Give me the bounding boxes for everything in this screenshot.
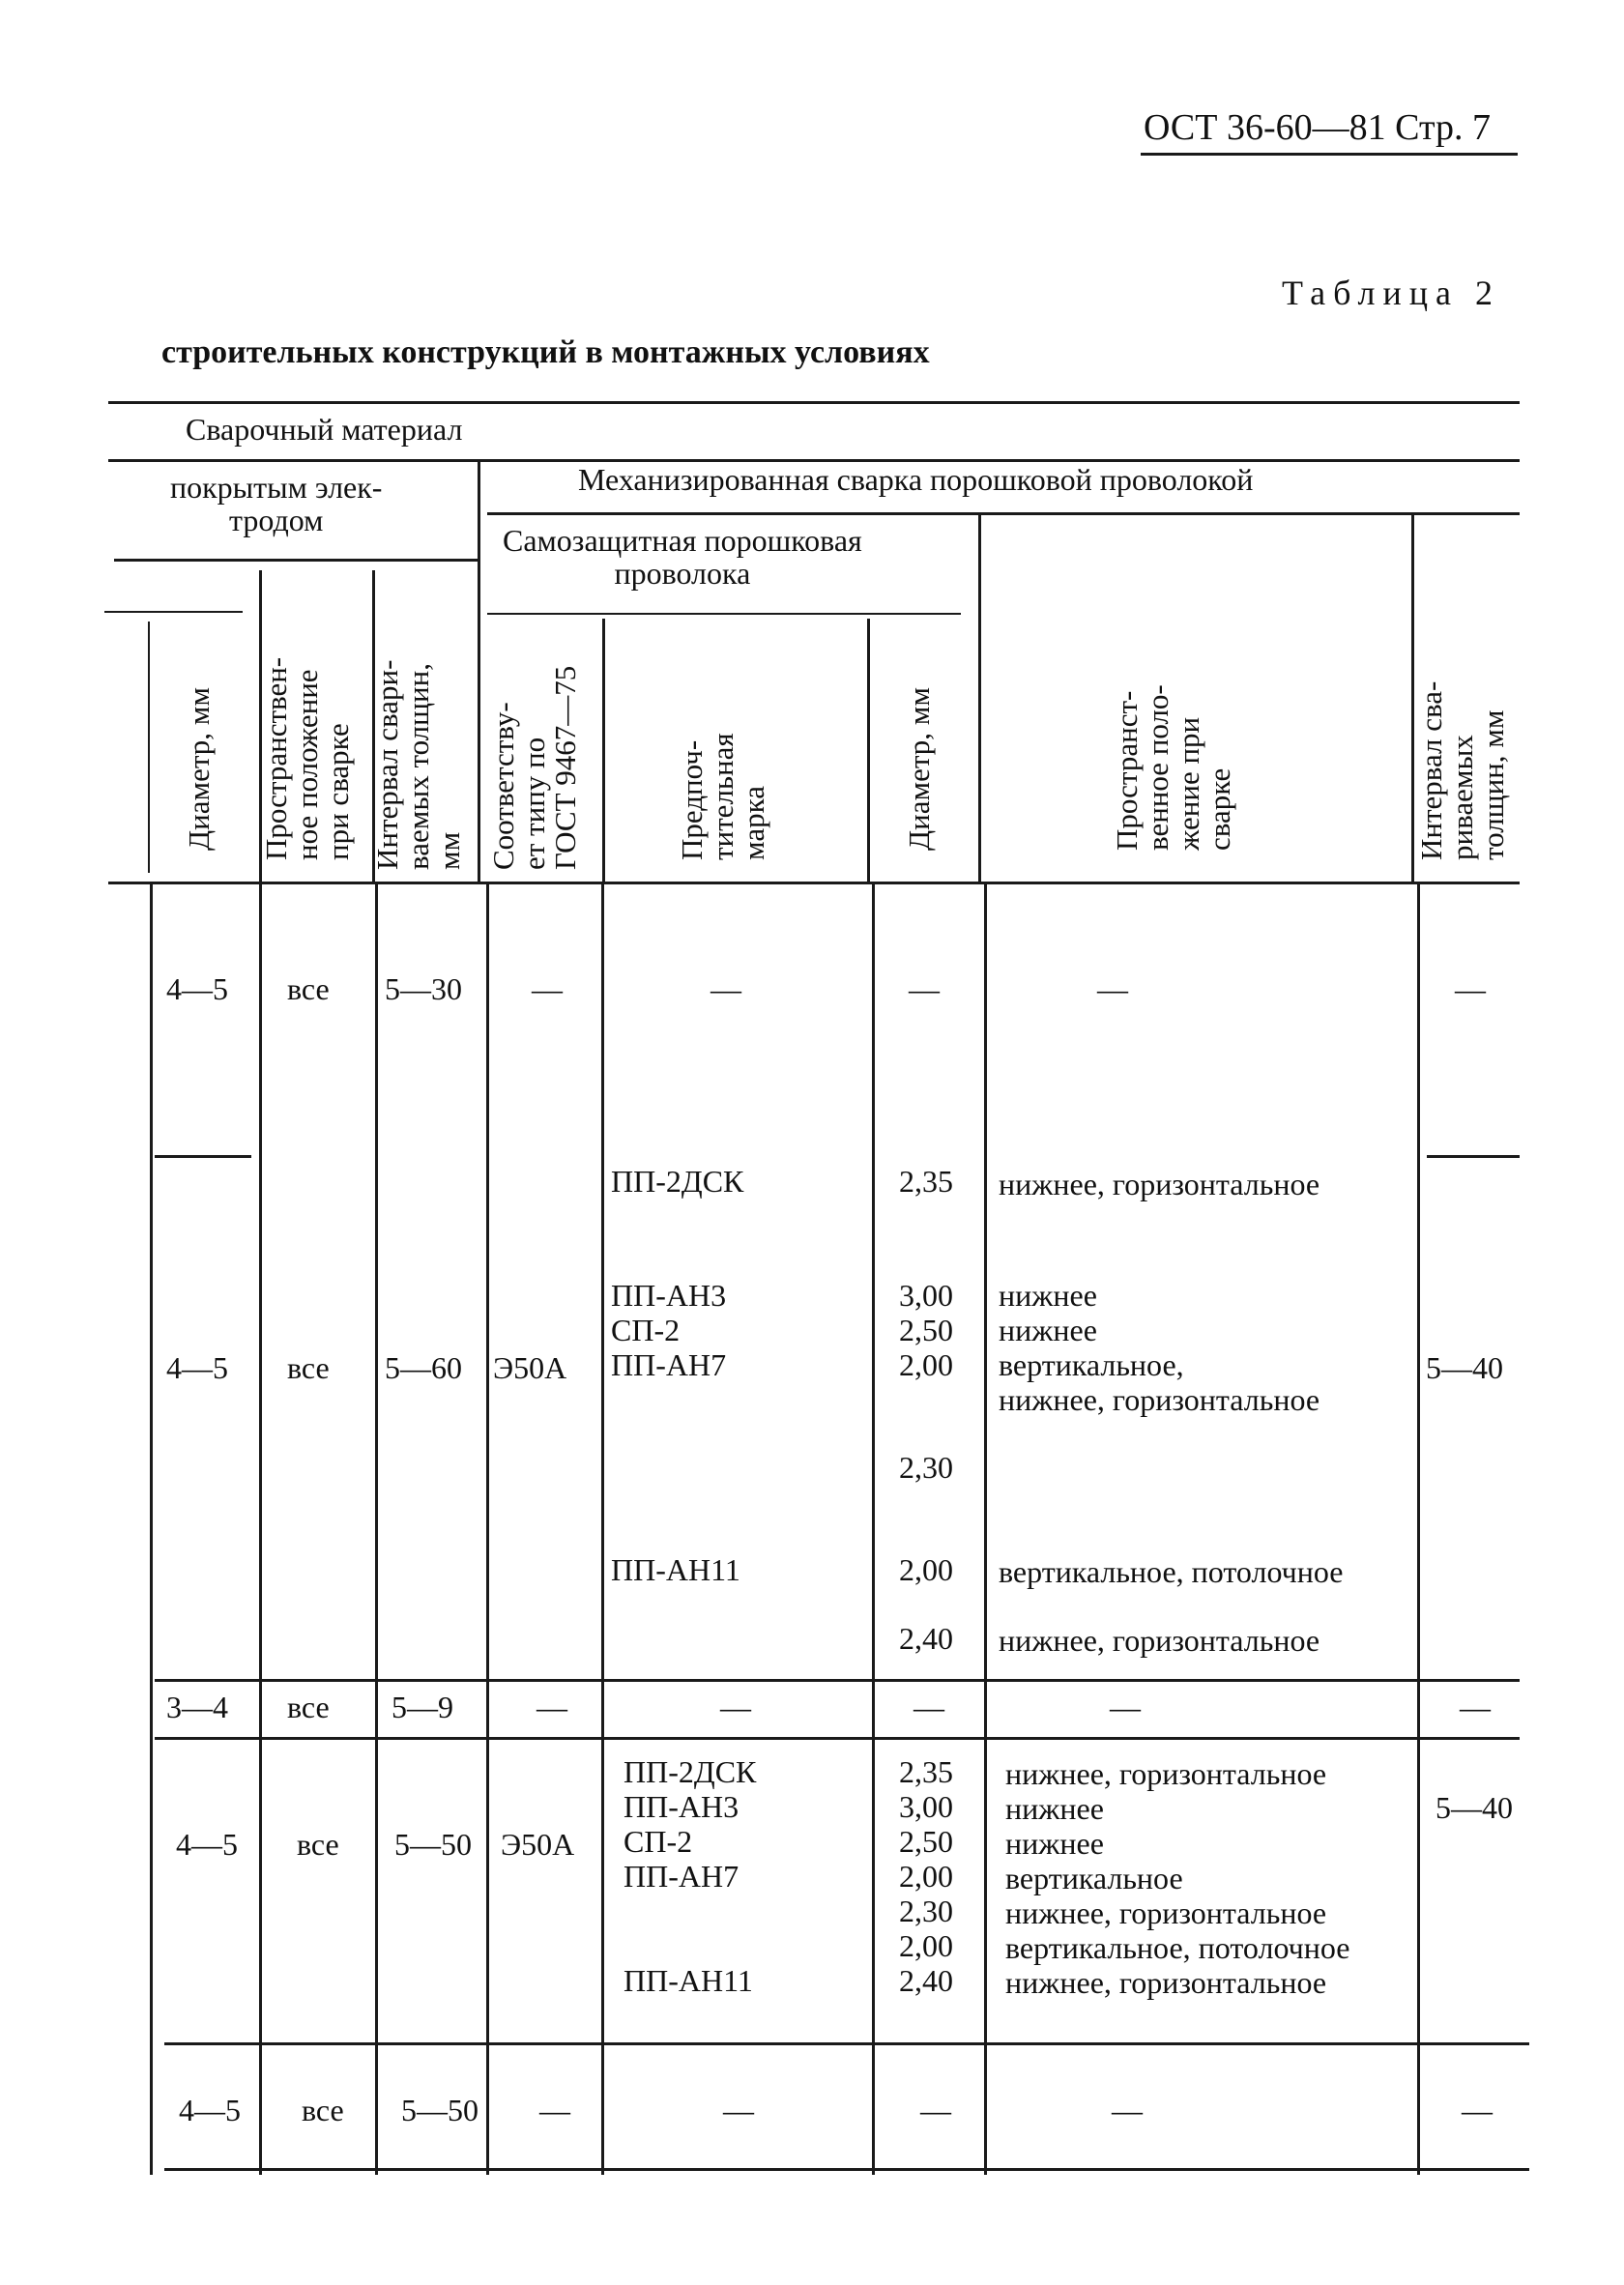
cell-diameter: 4—5 — [166, 1350, 228, 1385]
cell-wire-thickness: — — [1455, 971, 1486, 1006]
cell-wire-position: — — [1110, 1690, 1141, 1724]
cell-wire-diameter: — — [920, 2093, 951, 2127]
cell-wire-position: нижнее, горизонтальное — [999, 1167, 1320, 1201]
col-header-thickness-electrode: Интервал свари- ваемых толщин, мм — [370, 659, 466, 870]
cell-gost: — — [536, 1690, 567, 1724]
cell-thickness: 5—30 — [385, 971, 462, 1006]
header-rule — [1141, 153, 1518, 156]
cell-wire-position: нижнее нижнее вертикальное, нижнее, горизонтальное — [999, 1278, 1320, 1417]
cell-diameter: 4—5 — [179, 2093, 241, 2127]
header-covered-electrode: покрытым элек- тродом — [170, 470, 383, 537]
cell-position: все — [297, 1827, 339, 1862]
cell-position: все — [287, 1690, 330, 1724]
cell-wire-diameter: — — [914, 1690, 944, 1724]
cell-wire-thickness: — — [1460, 1690, 1491, 1724]
cell-diameter: 3—4 — [166, 1690, 228, 1724]
cell-position: все — [287, 1350, 330, 1385]
cell-wire-position: — — [1112, 2093, 1143, 2127]
cell-thickness: 5—50 — [401, 2093, 478, 2127]
header-self-shielded-wire: Самозащитная порошковая проволока — [503, 523, 862, 591]
cell-wire-position: — — [1097, 971, 1128, 1006]
cell-wire-thickness: 5—40 — [1426, 1350, 1503, 1385]
cell-position: все — [287, 971, 330, 1006]
cell-brand: — — [720, 1690, 751, 1724]
table-caption: строительных конструкций в монтажных условиях — [161, 334, 930, 370]
cell-wire-diameter: 2,40 — [899, 1621, 953, 1656]
header-mechanized-welding: Механизированная сварка порошковой проволокой — [578, 462, 1254, 497]
cell-wire-diameter: 2,30 — [899, 1450, 953, 1485]
cell-wire-thickness: 5—40 — [1436, 1790, 1513, 1825]
cell-thickness: 5—9 — [392, 1690, 453, 1724]
cell-wire-position: нижнее, горизонтальное нижнее нижнее вертикальное нижнее, горизонтальное вертикальное, потолочное нижнее, горизонтальное — [1005, 1756, 1350, 2000]
cell-brand: — — [723, 2093, 754, 2127]
cell-wire-position: нижнее, горизонтальное — [999, 1623, 1320, 1658]
col-header-preferred-brand: Предпоч- тительная марка — [675, 733, 770, 860]
cell-gost: — — [539, 2093, 570, 2127]
cell-wire-position: вертикальное, потолочное — [999, 1554, 1344, 1589]
col-header-gost-type: Соответству- ет типу по ГОСТ 9467—75 — [486, 665, 582, 870]
table-number: Таблица 2 — [1282, 274, 1500, 312]
cell-wire-diameter: 2,00 — [899, 1552, 953, 1587]
cell-wire-diameter: — — [909, 971, 940, 1006]
header-welding-material: Сварочный материал — [186, 412, 463, 447]
col-header-diameter-wire: Диаметр, мм — [902, 686, 936, 851]
cell-wire-diameter: 3,00 2,50 2,00 — [899, 1278, 953, 1382]
col-header-position-electrode: Пространствен- ное положение при сварке — [259, 656, 355, 860]
cell-position: все — [302, 2093, 344, 2127]
cell-gost: Э50А — [501, 1827, 575, 1862]
cell-diameter: 4—5 — [176, 1827, 238, 1862]
cell-brand: — — [710, 971, 741, 1006]
cell-brand: ПП-2ДСК ПП-АН3 СП-2 ПП-АН7 ПП-АН11 — [624, 1754, 757, 1998]
cell-gost: — — [532, 971, 563, 1006]
cell-brand: ПП-АН11 — [611, 1552, 740, 1587]
col-header-thickness-wire: Интервал сва- риваемых толщин, мм — [1414, 680, 1510, 860]
cell-wire-diameter: 2,35 — [899, 1164, 953, 1199]
cell-brand: ПП-АН3 СП-2 ПП-АН7 — [611, 1278, 727, 1382]
cell-thickness: 5—60 — [385, 1350, 462, 1385]
col-header-diameter-electrode: Диаметр, мм — [182, 686, 216, 851]
cell-wire-diameter: 2,35 3,00 2,50 2,00 2,30 2,00 2,40 — [899, 1754, 953, 1998]
cell-diameter: 4—5 — [166, 971, 228, 1006]
cell-brand: ПП-2ДСК — [611, 1164, 744, 1199]
col-header-position-wire: Пространст- венное поло- жение при сварке — [1110, 684, 1236, 851]
page-header: ОСТ 36-60—81 Стр. 7 — [1144, 107, 1492, 148]
cell-wire-thickness: — — [1462, 2093, 1493, 2127]
cell-thickness: 5—50 — [394, 1827, 472, 1862]
cell-gost: Э50А — [493, 1350, 567, 1385]
